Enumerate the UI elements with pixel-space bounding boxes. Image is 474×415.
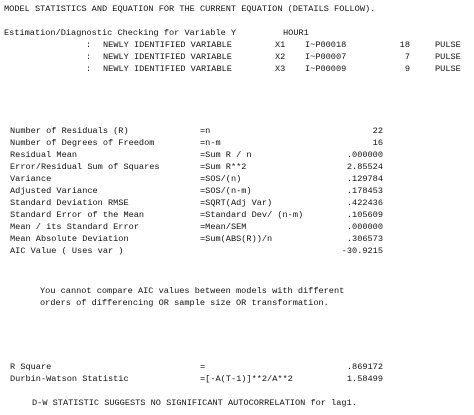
estimation-label: Estimation/Diagnostic Checking for Variable Y — [4, 28, 237, 38]
stat-value: .178453 — [346, 186, 383, 196]
stat-formula: =n — [200, 126, 211, 136]
dw-conclusion: D-W STATISTIC SUGGESTS NO SIGNIFICANT AUTOCORRELATION for lag1. — [32, 398, 357, 408]
stat-name: Standard Error of the Mean — [10, 210, 145, 220]
report-title: MODEL STATISTICS AND EQUATION FOR THE CURRENT EQUATION (DETAILS FOLLOW). — [4, 4, 376, 14]
stat-value: .000000 — [346, 150, 383, 160]
note-line: You cannot compare AIC values between models with different — [40, 286, 345, 296]
stat-formula: =Standard Dev/ (n-m) — [200, 210, 304, 220]
stat-name: Mean / its Standard Error — [10, 222, 139, 232]
row-code: X3 — [275, 64, 286, 74]
stat-name: Error/Residual Sum of Squares — [10, 162, 160, 172]
stat-value: -30.9215 — [341, 246, 383, 256]
stat-value: 16 — [372, 138, 383, 148]
row-type: PULSE — [435, 52, 461, 62]
stat-formula: =n-m — [200, 138, 221, 148]
target-variable: HOUR1 — [283, 28, 309, 38]
stat-value: 2.85524 — [346, 162, 383, 172]
row-prefix: : — [86, 64, 92, 74]
row-type: PULSE — [435, 64, 461, 74]
stat-name: Standard Deviation RMSE — [10, 198, 129, 208]
stat-name: Residual Mean — [10, 150, 78, 160]
row-id: I~P00007 — [305, 52, 347, 62]
stat-name: Durbin-Watson Statistic — [10, 374, 129, 384]
stat-name: AIC Value ( Uses var ) — [10, 246, 124, 256]
stat-name: Number of Residuals (R) — [10, 126, 129, 136]
stat-formula: =Mean/SEM — [200, 222, 247, 232]
note-line: orders of differencing OR sample size OR transformation. — [40, 298, 329, 308]
stat-value: 22 — [372, 126, 383, 136]
row-id: I~P00018 — [305, 40, 347, 50]
stat-value: .129784 — [346, 174, 383, 184]
row-code: X1 — [275, 40, 286, 50]
stat-value: .422436 — [346, 198, 383, 208]
row-description: NEWLY IDENTIFIED VARIABLE — [103, 64, 232, 74]
row-code: X2 — [275, 52, 286, 62]
row-value: 18 — [399, 40, 410, 50]
stat-formula: = — [200, 362, 206, 372]
row-type: PULSE — [435, 40, 461, 50]
stat-value: .869172 — [346, 362, 383, 372]
row-description: NEWLY IDENTIFIED VARIABLE — [103, 52, 232, 62]
stat-formula: =SOS/(n-m) — [200, 186, 252, 196]
stat-value: .306573 — [346, 234, 383, 244]
row-prefix: : — [86, 52, 92, 62]
row-id: I~P00009 — [305, 64, 347, 74]
stat-name: R Square — [10, 362, 52, 372]
row-prefix: : — [86, 40, 92, 50]
stat-value: 1.58499 — [346, 374, 383, 384]
stat-formula: =[-A(T-1)]**2/A**2 — [200, 374, 293, 384]
stat-formula: =Sum R**2 — [200, 162, 247, 172]
stat-formula: =Sum R / n — [200, 150, 252, 160]
stat-name: Adjusted Variance — [10, 186, 98, 196]
stat-value: .105609 — [346, 210, 383, 220]
stat-formula: =SOS/(n) — [200, 174, 242, 184]
stat-name: Mean Absolute Deviation — [10, 234, 129, 244]
stat-name: Variance — [10, 174, 52, 184]
stat-name: Number of Degrees of Freedom — [10, 138, 155, 148]
stat-value: .000000 — [346, 222, 383, 232]
row-description: NEWLY IDENTIFIED VARIABLE — [103, 40, 232, 50]
row-value: 7 — [404, 52, 410, 62]
stat-formula: =SQRT(Adj Var) — [200, 198, 273, 208]
stat-formula: =Sum(ABS(R))/n — [200, 234, 273, 244]
row-value: 9 — [404, 64, 410, 74]
